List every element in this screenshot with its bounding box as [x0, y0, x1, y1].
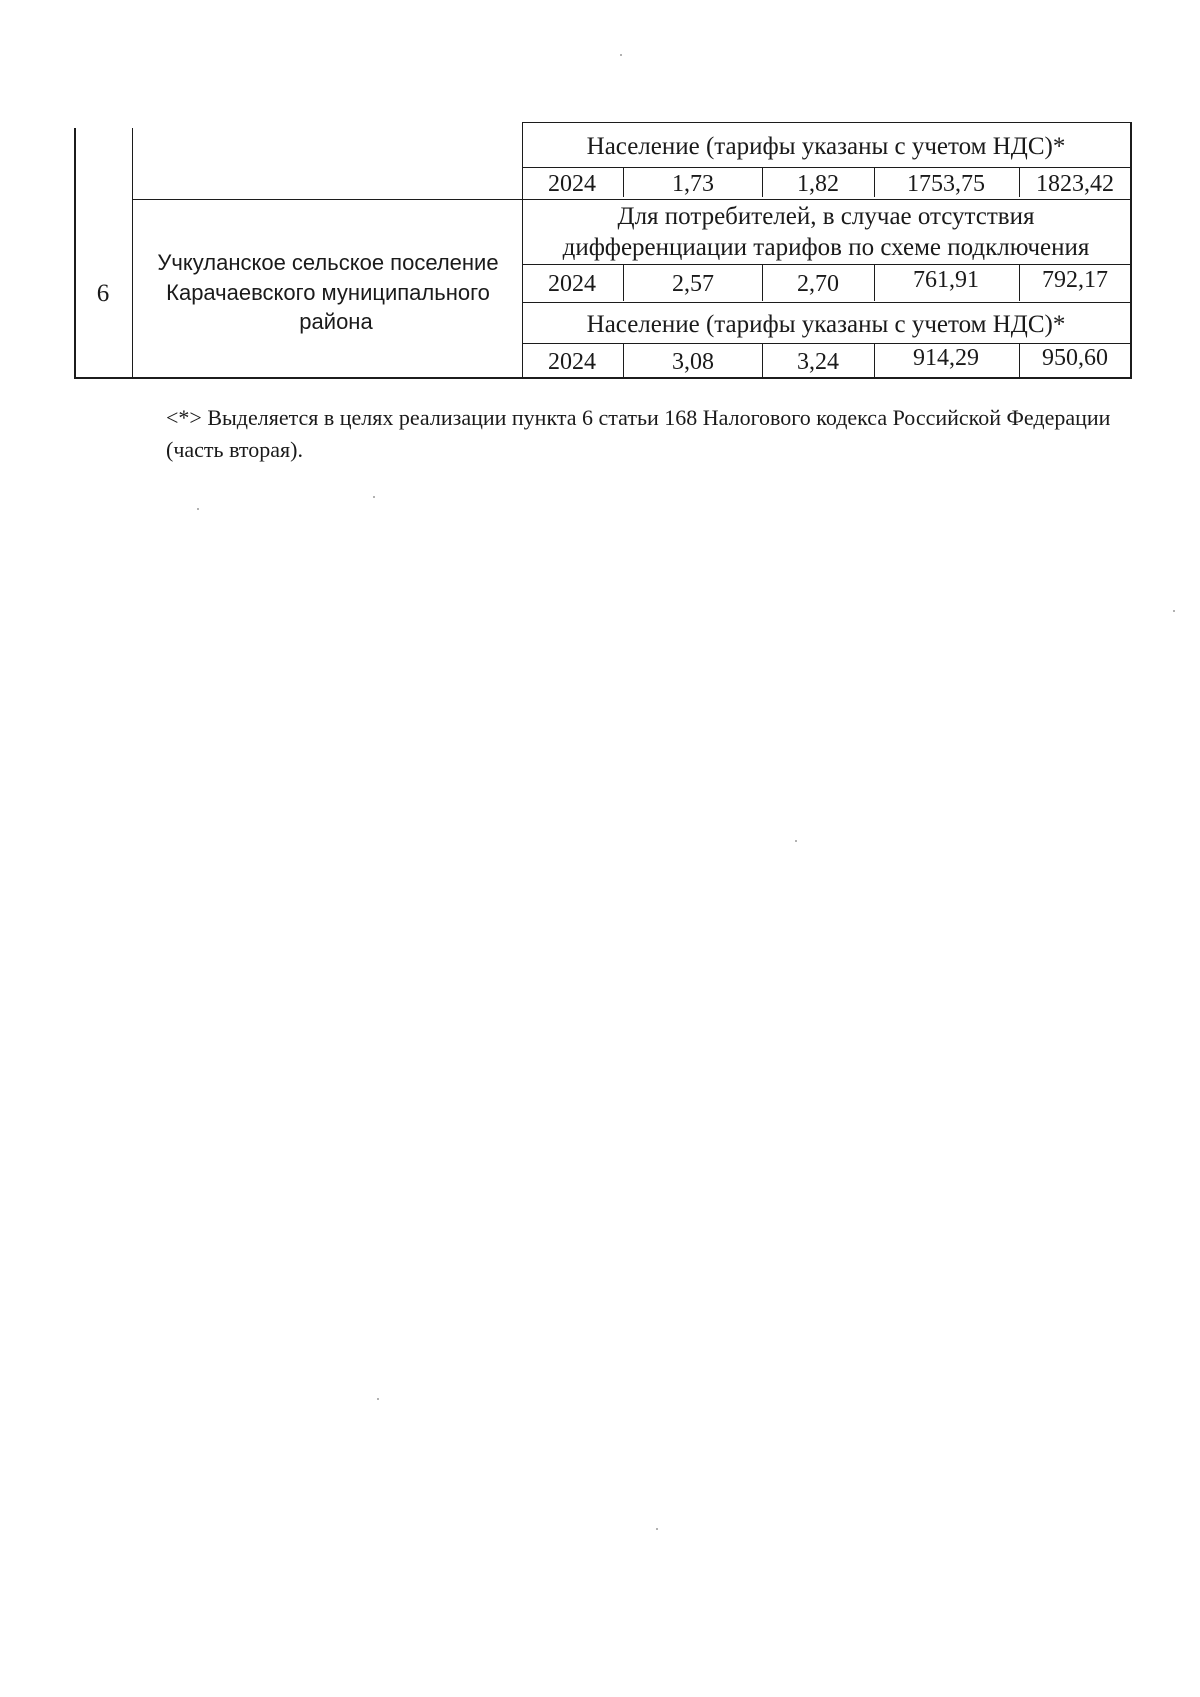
scan-speck — [795, 840, 797, 842]
rule — [522, 302, 1132, 303]
value-cell: 3,24 — [797, 349, 839, 375]
section-heading: Население (тарифы указаны с учетом НДС)* — [586, 133, 1066, 160]
table-border-name-col — [522, 122, 523, 378]
section-heading: Для потребителей, в случае отсутствия — [617, 203, 1035, 230]
row3-divider — [623, 343, 624, 378]
scan-speck — [656, 1528, 658, 1530]
row3-divider — [1019, 343, 1020, 378]
row-number: 6 — [96, 280, 110, 307]
settlement-name-line: Учкуланское сельское поселение — [157, 250, 499, 275]
rule — [522, 167, 1132, 168]
settlement-name-line: Карачаевского муниципального — [166, 280, 490, 305]
row3-divider — [874, 343, 875, 378]
table-border-left — [74, 128, 76, 378]
row2-divider — [874, 264, 875, 301]
settlement-name-line: района — [299, 309, 373, 334]
rule-top — [522, 122, 1132, 123]
value-cell: 1,82 — [797, 171, 839, 197]
scan-speck — [377, 1398, 379, 1400]
scan-speck — [197, 508, 199, 510]
row1-divider — [874, 167, 875, 197]
row1-divider — [762, 167, 763, 197]
section-heading: дифференциации тарифов по схеме подключения — [562, 234, 1090, 261]
scan-speck — [620, 54, 622, 56]
section-heading: Население (тарифы указаны с учетом НДС)* — [586, 311, 1066, 338]
row3-divider — [762, 343, 763, 378]
value-cell: 2,57 — [672, 271, 714, 297]
table-border-right — [1130, 122, 1132, 378]
row1-divider — [1019, 167, 1020, 197]
rule-bottom — [74, 377, 1132, 379]
value-cell: 761,91 — [913, 267, 979, 293]
year-cell: 2024 — [548, 271, 596, 297]
value-cell: 2,70 — [797, 271, 839, 297]
row2-divider — [762, 264, 763, 301]
row2-divider — [623, 264, 624, 301]
year-cell: 2024 — [548, 349, 596, 375]
value-cell: 3,08 — [672, 349, 714, 375]
rule — [522, 343, 1132, 344]
row2-divider — [1019, 264, 1020, 301]
row1-dividers — [623, 167, 624, 197]
table-border-number-col — [132, 128, 133, 378]
rule-group-split — [132, 199, 1132, 200]
year-cell: 2024 — [548, 171, 596, 197]
scan-speck — [373, 496, 375, 498]
scan-speck — [1173, 610, 1175, 612]
footnote: <*> Выделяется в целях реализации пункта 6 статьи 168 Налогового кодекса Российской Федерации (часть вторая). — [166, 405, 1111, 462]
value-cell: 1753,75 — [907, 171, 985, 197]
value-cell: 1823,42 — [1036, 171, 1114, 197]
rule — [522, 264, 1132, 265]
value-cell: 792,17 — [1042, 267, 1108, 293]
value-cell: 950,60 — [1042, 345, 1108, 371]
value-cell: 1,73 — [672, 171, 714, 197]
value-cell: 914,29 — [913, 345, 979, 371]
